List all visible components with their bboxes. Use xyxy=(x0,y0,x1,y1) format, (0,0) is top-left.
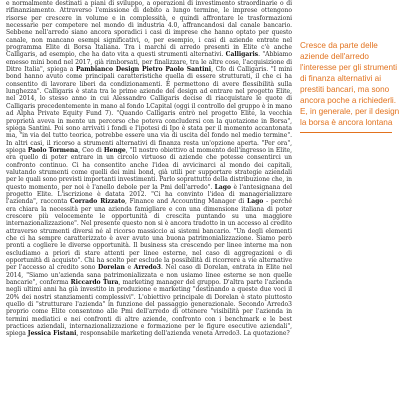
article-text: e xyxy=(124,264,134,272)
article-emphasis: Lago xyxy=(246,198,264,206)
article-text: e normalmente destinati a piani di sviluppo, a operazioni di investimento straordinarie o di rifinanziamento. Attraverso l'emissione di debito a lungo termine, le imprese ottengono risorse per crescere in volume e in complessità, e quindi affrontare le trasformazioni necessarie per competere nel mondo di industria 4.0, affrancandosi dal canale bancario. Sebbene nell'arredo siano ancora sporadici i casi di imprese che hanno optato per questo canale, non mancano esempi significativi, o, per esempio, i casi di aziende entrate nel programma Elite di Borsa Italiana. Tra i marchi di arredo presenti in Elite c'è anche Calligaris, ad esempio, che ha dato vita a questi strumenti alternativi. xyxy=(6,0,292,59)
article-emphasis: Paolo Tormena xyxy=(27,146,79,154)
article-text: è l'antesignana del progetto Elite. L'iscrizione è datata 2012. "Ci ha convinto l'idea di managerializzare l'azienda", racconta xyxy=(6,183,292,206)
article-text: - perché era chiara la necessità per una azienda famigliare e con una dimensione italiana di poter crescere più velocemente le opportunità di crescita puntando su una maggiore internazionalizzazione". Nel presente questo non si è ancora tradotto in un accesso al credito attraverso strumenti diversi né al ricorso massiccio ai sistemi bancario. "Un degli elementi che ci ha sempre caratterizzato è aver avuto una buona patrimonializzazione. Siamo però pronti a cogliere le diverse opportunità. Il business sta crescendo per linee interne ma non escludiamo a priori di stare attenti per linee esterne, nel caso di aggregazioni o di opportunità di acquisto". Chi ha scelto per esclude la possibilità di ricorrere a vie alternative per l'accesso al credito sono xyxy=(6,198,292,272)
pull-quote-sidebar xyxy=(300,0,400,400)
article-emphasis: Riccardo Tura xyxy=(70,279,119,287)
article-emphasis: Henge xyxy=(103,146,126,154)
article-emphasis: Dorelan xyxy=(98,264,125,272)
article-text: , "Il nostro obiettivo al momento dell'ingresso in Elite, era quello di poter entrare in un circolo virtuoso di aziende che potesse consentirci un confronto continuo. Ci ha consentito anche l'idea di avvicinarci al mondo dei capitali, valutando strumenti come quelli dei mini bond, già utili per supportare strategie aziendali per le quali sono previsti importanti investimenti. Parlo soprattutto della distribuzione che, in questo momento, per noi è l'anello debole per la Pmi dell'arredo". xyxy=(6,146,292,191)
article-text: , Cfo di Calligaris. "I mini bond hanno avuto come principali caratteristiche quella di essere strutturati, il che ci ha consentito di lavorare liberi da condizionamenti. È permettono di avere flessibilità sulla lunghezza". Calligaris è stata tra le prime aziende del design ad entrare nel progetto Elite, nel 2014, lo stesso anno in cui Alessandro Calligaris decise di riacquistare le quote di Calligaris precedentemente in mano al fondo LCapital (oggi il controllo del gruppo è in mano ad Alpha Private Equity Fund 7). "Quando Calligaris entrò nel progetto Elite, la vecchia proprietà aveva in mente un percorso che poteva concludersi con la quotazione in Borsa", spiega Santini. Poi sono arrivati i fondi e l'ipotesi di Ipo è stata per il momento accantonata ma, "in via del tutto teorica, potrebbe essere una via di uscita del fondo nel medio termine". In altri casi, il ricorso a strumenti alternativi di finanza resta un'opzione aperta. "Per ora", spiega xyxy=(6,66,292,154)
article-emphasis: Pambianco Design Pietro Paolo Santini xyxy=(75,66,212,74)
article-emphasis: Jessica Fistani xyxy=(27,330,77,338)
article-emphasis: Calligaris xyxy=(225,51,259,59)
article-text: , responsabile marketing dell'azienda veneta Arredo3. La quotazione? xyxy=(76,330,290,338)
article-emphasis: Arredo3 xyxy=(133,264,161,272)
article-emphasis: Corrado Rizzato xyxy=(69,198,125,206)
article-text: . "Abbiamo emesso mini bond nel 2017, già rimborsati, per finalizzare, tra le altre cose, l'acquisizione di Ditre Italia", spiega a xyxy=(6,51,292,74)
article-text: , Finance and Accounting Manager di xyxy=(125,198,247,206)
article-text: . Nel caso di Dorelan, entrata in Elite nel 2014, "Siamo un'azienda sana patrimonializzata e non usiamo linee esterne se non quelle bancarie", conferma xyxy=(6,264,292,287)
pull-quote-rule xyxy=(300,132,392,133)
article-body xyxy=(6,0,292,400)
article-emphasis: Lago xyxy=(214,183,232,191)
article-text: , Ceo di xyxy=(78,146,104,154)
article-text: , marketing manager del gruppo. D'altra parte l'azienda negli ultimi anni ha già investito in produzione e marketing "destinando a queste due voci il 20% dei nostri stanziamenti complessivi". L'obiettivo principale di Dorelan è stato piuttosto quello di "strutturare l'azienda" in funzione del passaggio generazionale. Secondo Arredo3 proprio come Elite consentono alle Pmi dell'arredo di ottenere "visibilità per l'azienda in termini mediatici e nei confronti di altre aziende, confronto con i benchmark e le best practices aziendali, internazionalizzazione e formazione per le figure esecutive aziendali", spiega xyxy=(6,279,292,338)
article-paragraph xyxy=(6,0,292,338)
pull-quote: Cresce da parte delle aziende dell'arredo l'interesse per gli strumenti di finanza alternativi ai prestiti bancari, ma sono ancora poche a richiederli. E, in generale, per il design la borsa è ancora lontana xyxy=(300,41,400,127)
